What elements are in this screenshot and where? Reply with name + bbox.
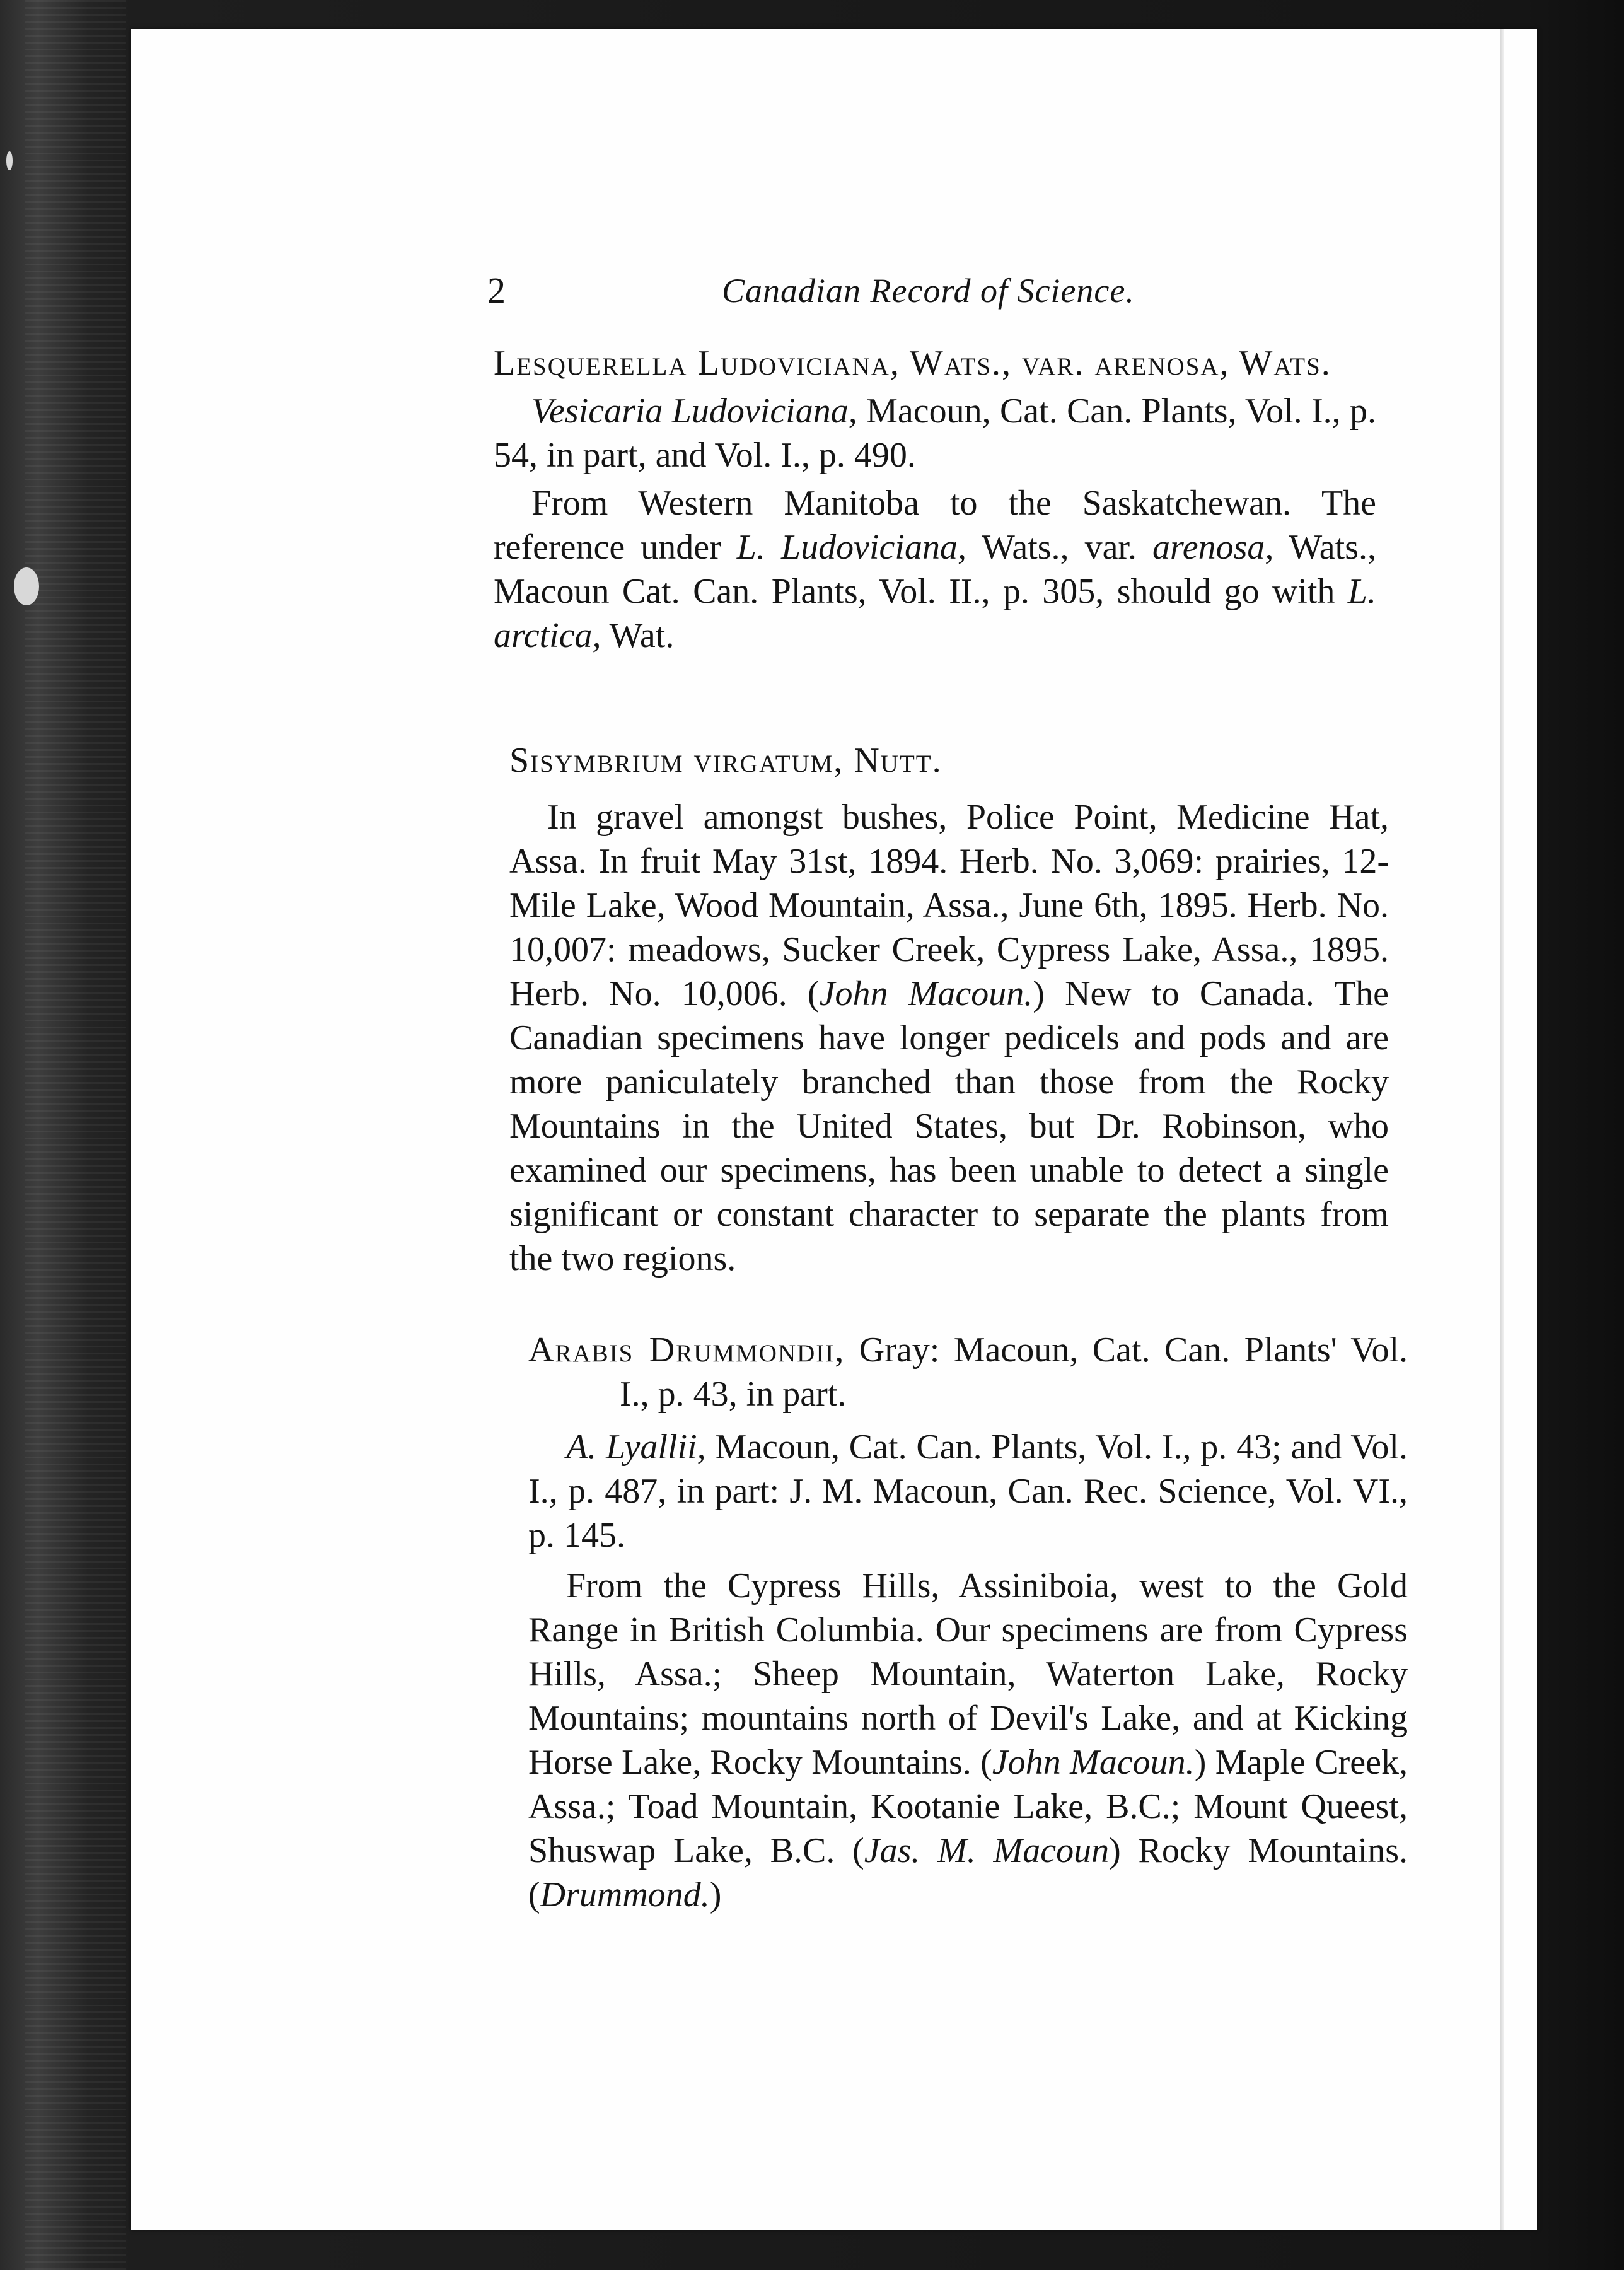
page-header bbox=[487, 269, 1528, 319]
text-run: ) Maple Creek, Assa.; Toad Mountain, Kootanie Lake, B.C.; Mount Queest, Shuswap Lake, B.C. ( bbox=[528, 1743, 1408, 1870]
text-run: From Western Manitoba to the Saskatchewan. The reference under bbox=[494, 484, 1376, 567]
text-run: In gravel amongst bushes, Police Point, Medicine Hat, Assa. In fruit May 31st, 1894. Herb. No. 3,069: prairies, 12-Mile Lake, Wood Mountain, Assa., June 6th, 1895. Herb. No. 10,007: meadows, Sucker Creek, Cypress Lake, Assa., 1895. Herb. No. 10,006. ( bbox=[509, 798, 1389, 1013]
text-run: Wats., Macoun Cat. Can. Plants, Vol. II., p. 305, should go with bbox=[494, 528, 1377, 611]
text-run: Wat. bbox=[601, 616, 675, 655]
text-run: ) Rocky Mountains. ( bbox=[528, 1831, 1408, 1914]
synonym-name: A. Lyallii, bbox=[566, 1428, 706, 1467]
collector-name: John Macoun. bbox=[819, 974, 1033, 1013]
text-run: ) bbox=[709, 1875, 722, 1914]
entry-heading: Sisymbrium virgatum, Nutt. bbox=[509, 741, 942, 780]
synonym-text: Macoun, Cat. Can. Plants, Vol. I., p. 54, in part, and Vol. I., p. 490. bbox=[494, 392, 1377, 475]
entry-paragraph bbox=[528, 1564, 1408, 1917]
entry-arabis bbox=[528, 1328, 1408, 1917]
entry-lesquerella bbox=[494, 341, 1376, 658]
text-run: ) New to Canada. The Canadian specimens have longer pedicels and pods and are more paniculately branched than those from the Rocky Mountains in the United States, but Dr. Robinson, who examined our specimens, has been unable to detect a single significant or constant character to separate the plants from the two regions. bbox=[509, 974, 1389, 1278]
page-edge bbox=[1500, 29, 1504, 2230]
text-run: Gray: Macoun, Cat. Can. Plants' Vol. I., p. 43, in part. bbox=[620, 1330, 1408, 1414]
scan-speck bbox=[14, 568, 39, 605]
entry-paragraph bbox=[494, 481, 1376, 658]
synonym bbox=[528, 1425, 1408, 1557]
entry-heading: Lesquerella Ludoviciana, Wats., var. arenosa, Wats. bbox=[494, 344, 1331, 383]
entry-sisymbrium bbox=[509, 738, 1389, 1281]
entry-heading-line bbox=[528, 1328, 1408, 1416]
binding-shadow bbox=[25, 0, 126, 2270]
synonym-text: Macoun, Cat. Can. Plants, Vol. I., p. 43; and Vol. I., p. 487, in part: J. M. Macoun, Can. Rec. Science, Vol. VI., p. 145. bbox=[528, 1428, 1408, 1555]
synonym bbox=[494, 389, 1376, 477]
entry-heading: Arabis Drummondii, bbox=[528, 1330, 845, 1370]
species-name: L. arctica, bbox=[494, 572, 1376, 655]
document-page bbox=[131, 29, 1537, 2230]
synonym-name: Vesicaria Ludoviciana, bbox=[531, 392, 857, 431]
page-number: 2 bbox=[487, 270, 506, 311]
text-run: From the Cypress Hills, Assiniboia, west to the Gold Range in British Columbia. Our specimens are from Cypress Hills, Assa.; Sheep Mountain, Waterton Lake, Rocky Mountains; mountains north of Devil's Lake, and at Kicking Horse Lake, Rocky Mountains. ( bbox=[528, 1566, 1408, 1782]
scan-speck bbox=[6, 151, 13, 170]
variety-name: arenosa, bbox=[1152, 528, 1274, 567]
species-name: L. Ludoviciana, bbox=[736, 528, 966, 567]
running-head: Canadian Record of Science. bbox=[722, 272, 1135, 310]
entry-paragraph bbox=[509, 795, 1389, 1281]
collector-name: Drummond. bbox=[540, 1875, 710, 1914]
collector-name: John Macoun. bbox=[992, 1743, 1195, 1782]
collector-name: Jas. M. Macoun bbox=[864, 1831, 1110, 1870]
text-run: Wats., var. bbox=[966, 528, 1153, 567]
